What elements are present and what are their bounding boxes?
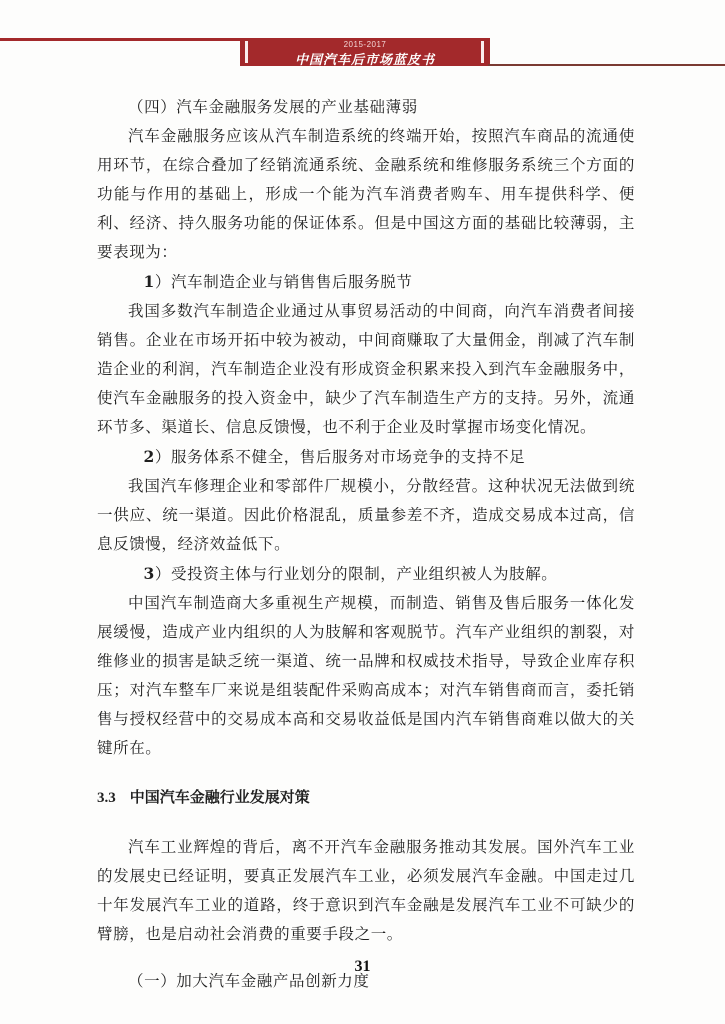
banner-bar-right	[481, 41, 484, 63]
section-number: 3.3	[97, 790, 116, 806]
header-rule-left	[0, 38, 242, 41]
numbered-item-1	[97, 267, 635, 297]
numbered-item-3	[97, 559, 635, 589]
item-number: 3	[143, 564, 155, 583]
paragraph-4: 中国汽车制造商大多重视生产规模，而制造、销售及售后服务一体化发展缓慢，造成产业内组织的人为肢解和客观脱节。汽车产业组织的割裂，对维修业的损害是缺乏统一渠道、统一品牌和权威技术指导，导致企业库存积压；对汽车整车厂来说是组装配件采购高成本；对汽车销售商而言，委托销售与授权经营中的交易成本高和交易收益低是国内汽车销售商难以做大的关键所在。	[97, 594, 635, 757]
paragraph-2: 我国多数汽车制造企业通过从事贸易活动的中间商，向汽车消费者间接销售。企业在市场开拓中较为被动，中间商赚取了大量佣金，削减了汽车制造企业的利润，汽车制造企业没有形成资金积累来投入到汽车金融服务中，使汽车金融服务的投入资金中，缺少了汽车制造生产方的支持。另外，流通环节多、渠道长、信息反馈慢，也不利于企业及时掌握市场变化情况。	[97, 302, 635, 436]
item-number: 2	[143, 447, 155, 466]
header-banner	[240, 38, 490, 66]
subheading-1: （一）加大汽车金融产品创新力度	[128, 972, 370, 990]
header-rule-right	[488, 64, 725, 66]
numbered-item-2	[97, 442, 635, 472]
item-text: ）受投资主体与行业划分的限制，产业组织被人为肢解。	[154, 565, 558, 583]
section-title: 中国汽车金融行业发展对策	[129, 788, 310, 806]
paragraph-1: 汽车金融服务应该从汽车制造系统的终端开始，按照汽车商品的流通使用环节，在综合叠加了经销流通系统、金融系统和维修服务系统三个方面的功能与作用的基础上，形成一个能为汽车消费者购车、用车提供科学、便利、经济、持久服务功能的保证体系。但是中国这方面的基础比较薄弱，主要表现为：	[97, 127, 635, 261]
paragraph-3: 我国汽车修理企业和零部件厂规模小，分散经营。这种状况无法做到统一供应、统一渠道。因此价格混乱，质量参差不齐，造成交易成本过高，信息反馈慢，经济效益低下。	[97, 477, 635, 553]
page-content	[97, 93, 635, 996]
item-number: 1	[143, 272, 155, 291]
item-text: ）服务体系不健全，售后服务对市场竞争的支持不足	[154, 448, 526, 466]
banner-title: 中国汽车后市场蓝皮书	[294, 53, 435, 68]
item-text: ）汽车制造企业与销售售后服务脱节	[154, 273, 413, 291]
subheading-4: （四）汽车金融服务发展的产业基础薄弱	[128, 98, 418, 116]
banner-years: 2015-2017	[343, 40, 387, 49]
paragraph-5: 汽车工业辉煌的背后，离不开汽车金融服务推动其发展。国外汽车工业的发展史已经证明，要真正发展汽车工业，必须发展汽车金融。中国走过几十年发展汽车工业的道路，终于意识到汽车金融是发展汽车工业不可缺少的臂膀，也是启动社会消费的重要手段之一。	[97, 838, 635, 943]
page-number: 31	[354, 958, 371, 975]
section-heading	[97, 783, 635, 813]
